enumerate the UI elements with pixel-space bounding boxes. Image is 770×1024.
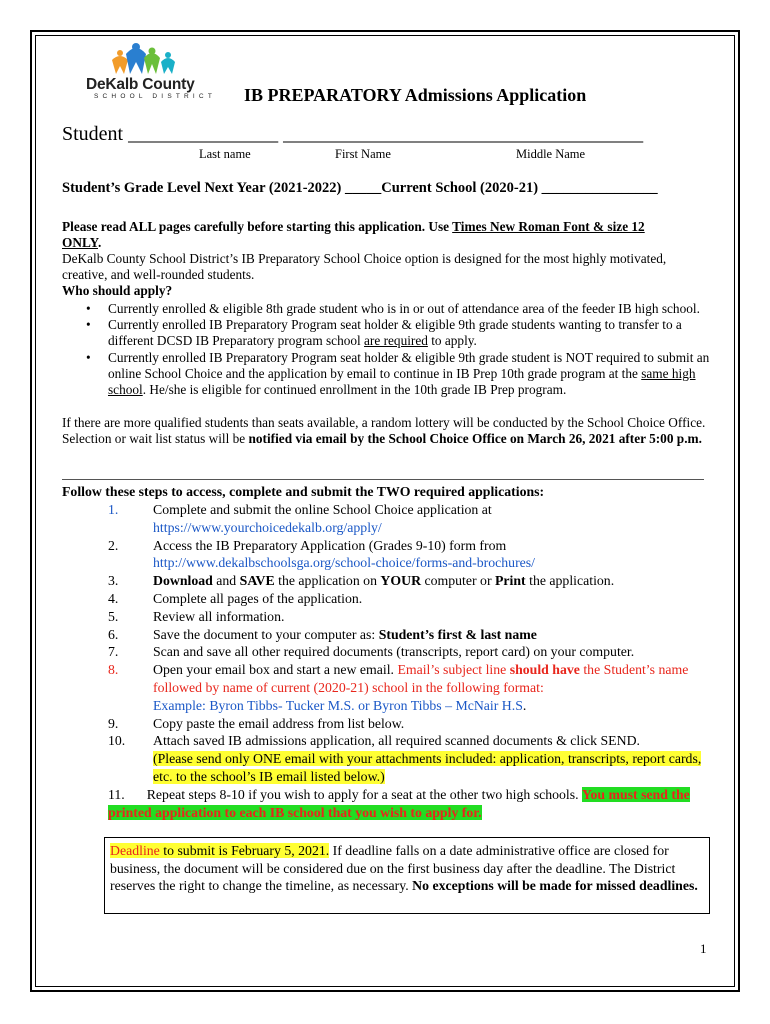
logo-name: DeKalb County [86, 76, 195, 93]
step-9: 9. Copy paste the email address from list below. [108, 715, 405, 731]
eligibility-list [62, 301, 712, 398]
deadline-word: Deadline [110, 843, 160, 858]
deadline-box: Deadline to submit is February 5, 2021. If deadline falls on a date administrative office are closed for business, the document will be considered due on the first business day after the deadline. The District reserves the right to change the timeline, as necessary. No exceptions will be made for missed deadlines. [104, 837, 710, 914]
student-label: Student [62, 123, 124, 145]
who-should-apply-heading: Who should apply? [62, 283, 173, 298]
page-number: 1 [700, 941, 707, 956]
list-item: • Currently enrolled & eligible 8th grade student who is in or out of attendance area of the feeder IB high school. [86, 301, 700, 316]
student-name-line [62, 123, 643, 146]
must-send-note: You must send the printed application to each IB school that you wish to apply for. [108, 786, 690, 820]
step-8: 8. Open your email box and start a new email. Email’s subject line should have the Student’s name followed by name of current (2020-21) school in the following format: Example: Byron Tibbs- Tucker M.S. or Byron Tibbs – McNair H.S. [108, 662, 689, 713]
list-item: • Currently enrolled IB Preparatory Program seat holder & eligible 9th grade student is NOT required to submit an online School Choice and the application by email to continue in IB Prep 10th grade program at the same high school. He/she is eligible for continued enrollment in the 10th grade IB Prep program. [86, 349, 710, 398]
list-item: • Currently enrolled IB Preparatory Program seat holder & eligible 9th grade students wanting to transfer to a different DCSD IB Preparatory program school are required to apply. [86, 317, 682, 349]
step-1: 1. Complete and submit the online School Choice application at https://www.yourchoicedekalb.org/apply/ [108, 502, 492, 535]
step-7: 7. Scan and save all other required documents (transcripts, report card) on your computer. [108, 644, 635, 660]
school-choice-link[interactable]: https://www.yourchoicedekalb.org/apply/ [153, 519, 382, 535]
last-name-label: Last name [199, 147, 251, 161]
grade-school-line[interactable]: Student’s Grade Level Next Year (2021-2022) _____Current School (2020-21) ________________ [62, 180, 658, 196]
step-3: 3. Download and SAVE the application on YOUR computer or Print the application. [108, 573, 615, 589]
step-11: 11. Repeat steps 8-10 if you wish to apply for a seat at the other two high schools. You must send the printed application to each IB school that you wish to apply for. [108, 786, 690, 820]
steps-heading: Follow these steps to access, complete and submit the TWO required applications: [62, 484, 545, 499]
step-10: 10. Attach saved IB admissions application, all required scanned documents & click SEND. (Please send only ONE email with your attachments included: application, transcripts, report cards, etc. to the school’s IB email listed below.) [108, 733, 702, 784]
step-2: 2. Access the IB Preparatory Application (Grades 9-10) form from http://www.dekalbschoolsga.org/school-choice/forms-and-brochures/ [108, 537, 536, 571]
font-requirement: Times New Roman Font & size 12 [452, 219, 645, 234]
step-4: 4. Complete all pages of the application. [108, 590, 363, 606]
step-5: 5. Review all information. [108, 608, 285, 624]
district-logo [82, 40, 216, 102]
lottery-notice: If there are more qualified students than seats available, a random lottery will be conducted by the School Choice Office. Selection or wait list status will be notified via email by the School Choice Office on March 26, 2021 after 5:00 p.m. [62, 415, 706, 446]
highlighted-note: (Please send only ONE email with your attachments included: application, transcripts, report cards, etc. to the school’s IB email listed below.) [153, 751, 702, 784]
instructions-block: Please read ALL pages carefully before starting this application. Use Times New Roman Font & size 12 ONLY. DeKalb County School District’s IB Preparatory School Choice option is designed for the most highly motivated, creative, and well-rounded students. Who should apply? [62, 219, 667, 298]
only-text: ONLY [62, 235, 98, 250]
logo-subtitle: SCHOOL DISTRICT [94, 93, 216, 100]
steps-list [62, 501, 712, 821]
read-all-text: Please read ALL pages carefully before starting this application. Use [62, 219, 453, 234]
forms-link[interactable]: http://www.dekalbschoolsga.org/school-choice/forms-and-brochures/ [153, 555, 536, 571]
logo-figures-icon [82, 40, 212, 80]
first-name-label: First Name [335, 147, 391, 161]
intro-text: DeKalb County School District’s IB Preparatory School Choice option is designed for the most highly motivated, creative, and well-rounded students. [62, 251, 667, 282]
middle-name-label: Middle Name [516, 147, 586, 161]
page-title: IB PREPARATORY Admissions Application [244, 85, 587, 105]
student-name-field[interactable]: _______________ ____________________________________ [128, 123, 644, 145]
divider [62, 479, 704, 480]
step-6: 6. Save the document to your computer as: Student’s first & last name [108, 626, 537, 642]
